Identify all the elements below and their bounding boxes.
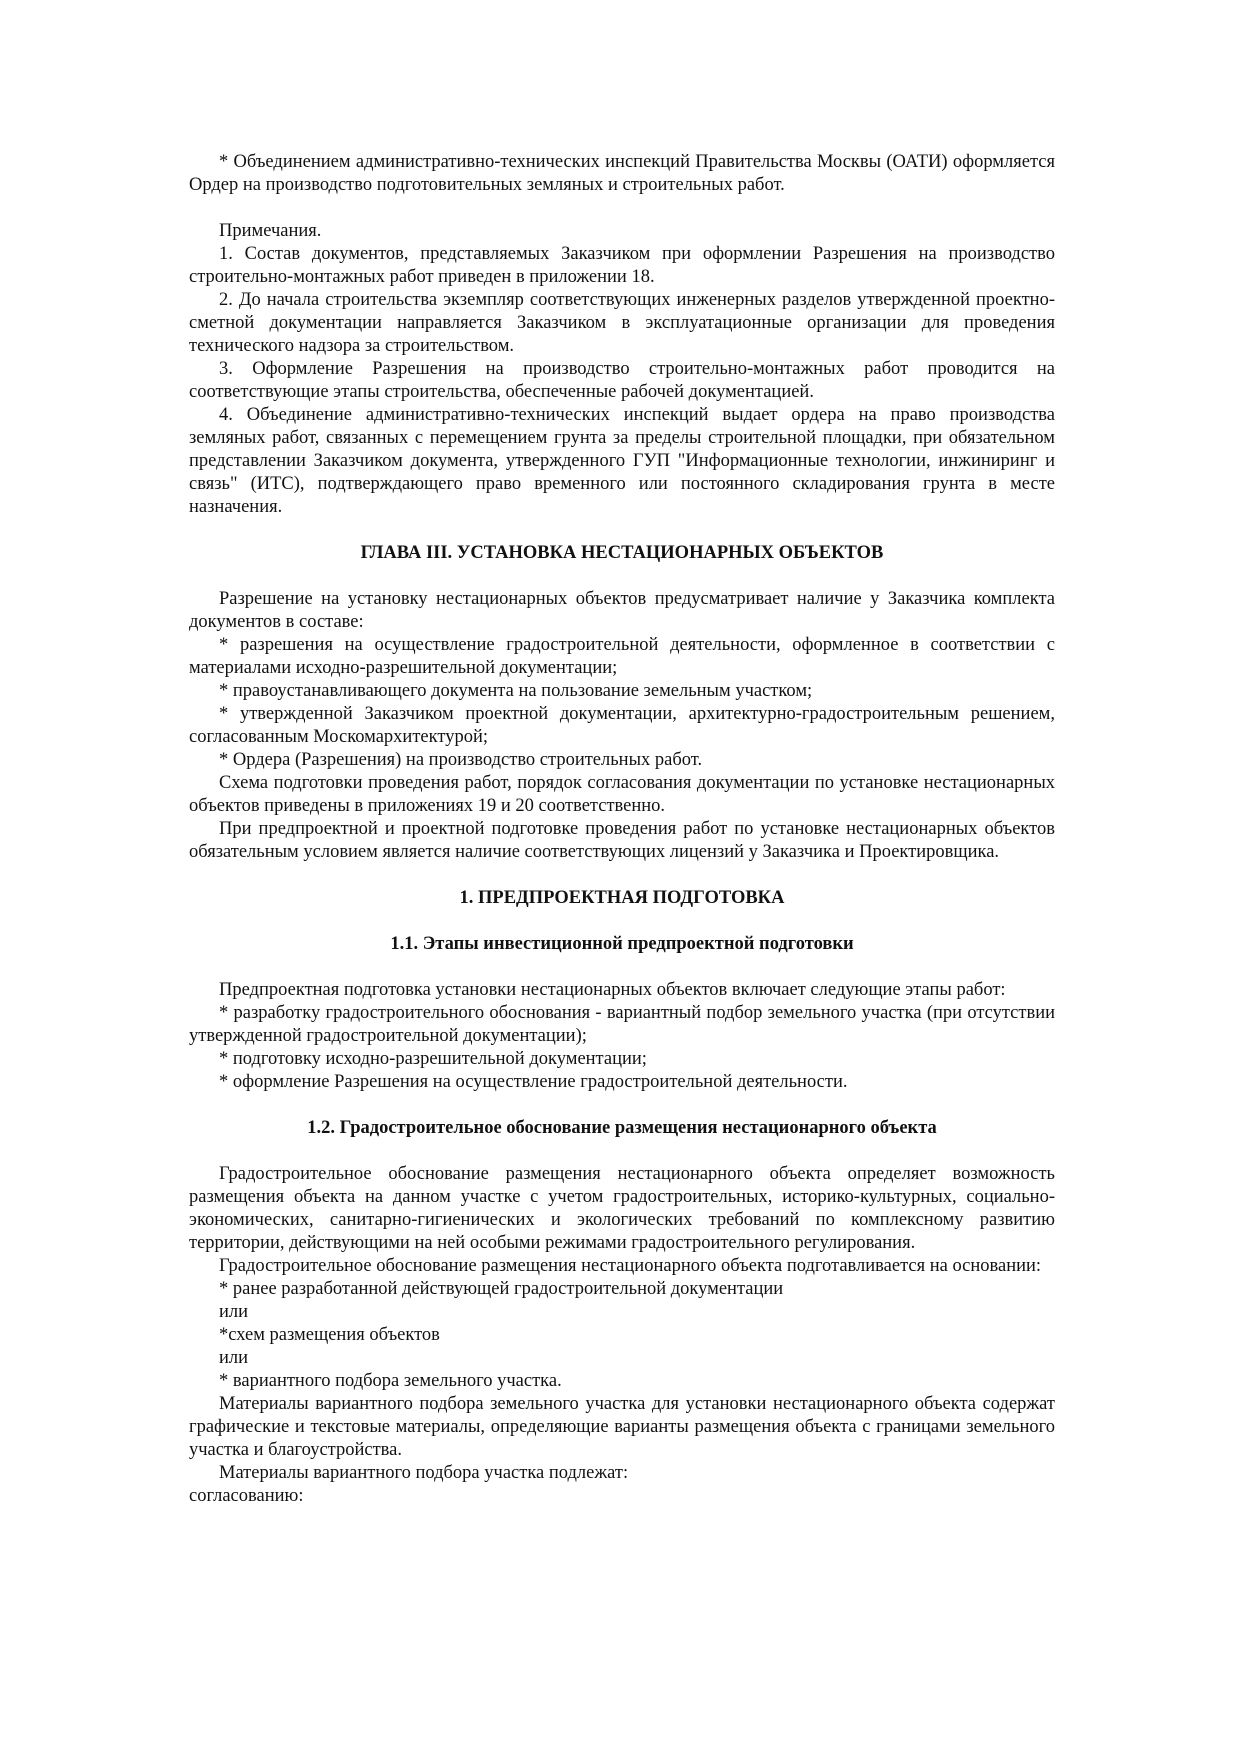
spacer: [189, 1140, 1055, 1163]
spacer: [189, 910, 1055, 933]
chapter-list-item: * разрешения на осуществление градостроительной деятельности, оформленное в соответствии с материалами исходно-разрешительной документации;: [189, 635, 1055, 678]
spacer: [189, 197, 1055, 220]
subsection-or-line: или: [219, 1302, 249, 1322]
chapter-paragraph: При предпроектной и проектной подготовке проведения работ по установке нестационарных объектов обязательным условием является наличие соответствующих лицензий у Заказчика и Проектировщика.: [189, 819, 1055, 862]
note-item-3: 3. Оформление Разрешения на производство строительно-монтажных работ проводится на соответствующие этапы строительства, обеспеченные рабочей документацией.: [189, 359, 1055, 402]
subsection-list-item: * оформление Разрешения на осуществление градостроительной деятельности.: [219, 1072, 848, 1092]
subsection-paragraph: Предпроектная подготовка установки нестационарных объектов включает следующие этапы работ:: [219, 980, 1006, 1000]
chapter-paragraph: Схема подготовки проведения работ, порядок согласования документации по установке нестационарных объектов приведены в приложениях 19 и 20 соответственно.: [189, 773, 1055, 816]
spacer: [189, 565, 1055, 588]
subsection-list-item: * вариантного подбора земельного участка.: [219, 1371, 562, 1391]
note-item-2: 2. До начала строительства экземпляр соответствующих инженерных разделов утвержденной проектно-сметной документации направляется Заказчиком в эксплуатационные организации для проведения технического надзора за строительством.: [189, 290, 1055, 356]
subsection-heading: 1.2. Градостроительное обоснование размещения нестационарного объекта: [307, 1118, 937, 1138]
subsection-or-line: или: [219, 1348, 249, 1368]
intro-paragraph: * Объединением административно-технических инспекций Правительства Москвы (ОАТИ) оформляется Ордер на производство подготовительных земляных и строительных работ.: [189, 152, 1055, 195]
spacer: [189, 519, 1055, 542]
document-page: [189, 151, 1055, 1508]
spacer: [189, 864, 1055, 887]
chapter-list-item: * утвержденной Заказчиком проектной документации, архитектурно-градостроительным решением, согласованным Москомархитектурой;: [189, 704, 1055, 747]
spacer: [189, 956, 1055, 979]
note-item-4: 4. Объединение административно-технических инспекций выдает ордера на право производства земляных работ, связанных с перемещением грунта за пределы строительной площадки, при обязательном представлении Заказчиком документа, утвержденного ГУП "Информационные технологии, инжиниринг и связь" (ИТС), подтверждающего право временного или постоянного складирования грунта в месте назначения.: [189, 405, 1055, 517]
chapter-list-item: * Ордера (Разрешения) на производство строительных работ.: [219, 750, 703, 770]
subsection-list-item: * ранее разработанной действующей градостроительной документации: [219, 1279, 784, 1299]
subsection-list-item: *схем размещения объектов: [219, 1325, 440, 1345]
chapter-list-item: * правоустанавливающего документа на пользование земельным участком;: [219, 681, 813, 701]
chapter-paragraph: Разрешение на установку нестационарных объектов предусматривает наличие у Заказчика комплекта документов в составе:: [189, 589, 1055, 632]
subsection-heading: 1.1. Этапы инвестиционной предпроектной подготовки: [390, 934, 854, 954]
section-heading: 1. ПРЕДПРОЕКТНАЯ ПОДГОТОВКА: [459, 888, 785, 908]
spacer: [189, 1094, 1055, 1117]
notes-title: Примечания.: [219, 221, 322, 241]
subsection-list-item: * подготовку исходно-разрешительной документации;: [219, 1049, 647, 1069]
subsection-list-item: * разработку градостроительного обоснования - вариантный подбор земельного участка (при отсутствии утвержденной градостроительной документации);: [189, 1003, 1055, 1046]
subsection-paragraph: Градостроительное обоснование размещения нестационарного объекта подготавливается на основании:: [219, 1256, 1042, 1276]
subsection-last-line: согласованию:: [189, 1486, 304, 1506]
note-item-1: 1. Состав документов, представляемых Заказчиком при оформлении Разрешения на производство строительно-монтажных работ приведен в приложении 18.: [189, 244, 1055, 287]
subsection-paragraph: Материалы вариантного подбора участка подлежат:: [219, 1463, 629, 1483]
subsection-paragraph: Градостроительное обоснование размещения нестационарного объекта определяет возможность размещения объекта на данном участке с учетом градостроительных, историко-культурных, социально-экономических, санитарно-гигиенических и экологических требований по комплексному развитию территории, действующими на ней особыми режимами градостроительного регулирования.: [189, 1164, 1055, 1253]
chapter-heading: ГЛАВА III. УСТАНОВКА НЕСТАЦИОНАРНЫХ ОБЪЕКТОВ: [360, 543, 884, 563]
subsection-paragraph: Материалы вариантного подбора земельного участка для установки нестационарного объекта содержат графические и текстовые материалы, определяющие варианты размещения объекта с границами земельного участка и благоустройства.: [189, 1394, 1055, 1460]
